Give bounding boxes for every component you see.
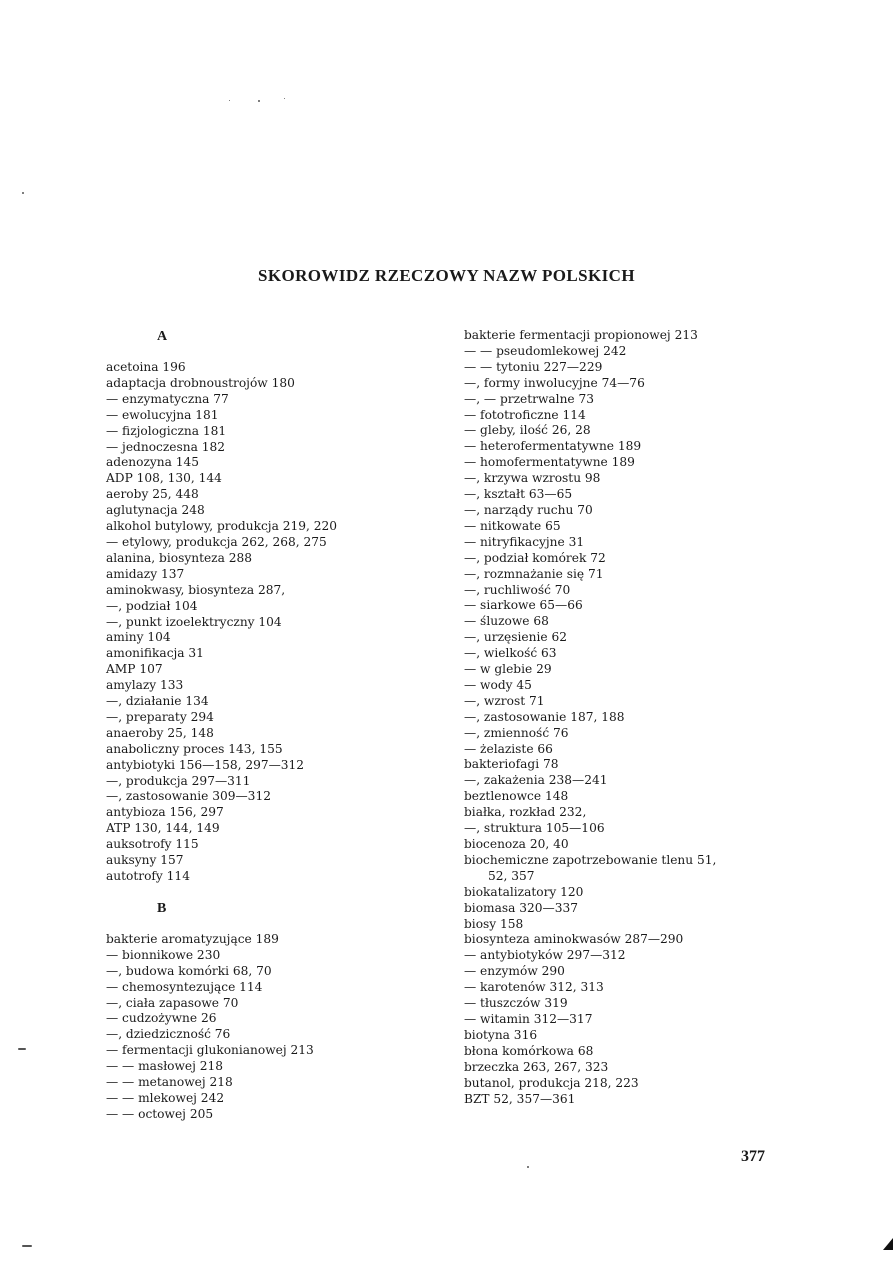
scan-speck xyxy=(229,100,230,101)
index-entry: antybioza 156, 297 xyxy=(106,805,224,820)
index-entry: ATP 130, 144, 149 xyxy=(106,821,220,836)
section-heading-a: A xyxy=(157,329,168,344)
index-column-left xyxy=(106,328,436,1123)
page-title: SKOROWIDZ RZECZOWY NAZW POLSKICH xyxy=(258,266,635,285)
index-entry: butanol, produkcja 218, 223 xyxy=(464,1075,639,1090)
index-entry: — chemosyntezujące 114 xyxy=(106,979,263,994)
index-entry: — homofermentatywne 189 xyxy=(464,455,635,470)
index-entry: amylazy 133 xyxy=(106,678,184,693)
section-heading-b: B xyxy=(157,900,167,916)
index-entry: —, zmienność 76 xyxy=(464,725,569,740)
index-entry: AMP 107 xyxy=(106,662,163,677)
index-entry: — ewolucyjna 181 xyxy=(106,407,219,422)
index-entry: —, zakażenia 238—241 xyxy=(464,773,608,788)
index-entry: — bionnikowe 230 xyxy=(106,947,221,962)
index-entry: —, preparaty 294 xyxy=(106,709,214,724)
index-entry: —, narządy ruchu 70 xyxy=(464,502,593,517)
index-entry: —, urzęsienie 62 xyxy=(464,630,567,645)
index-entry: biochemiczne zapotrzebowanie tlenu 51, xyxy=(464,852,717,867)
index-entry: —, zastosowanie 309—312 xyxy=(106,789,271,804)
index-entry: bakterie fermentacji propionowej 213 xyxy=(464,328,698,342)
index-entry: —, wielkość 63 xyxy=(464,646,557,661)
index-entry: anaeroby 25, 148 xyxy=(106,725,214,740)
index-entry: —, podział komórek 72 xyxy=(464,550,606,565)
index-entry: antybiotyki 156—158, 297—312 xyxy=(106,757,305,772)
index-entry: —, krzywa wzrostu 98 xyxy=(464,471,601,486)
index-entry: — heterofermentatywne 189 xyxy=(464,439,642,454)
index-entry: —, dziedziczność 76 xyxy=(106,1027,231,1042)
index-entry: — witamin 312—317 xyxy=(464,1011,593,1026)
index-entry: BZT 52, 357—361 xyxy=(464,1091,576,1106)
scan-speck xyxy=(527,1166,529,1168)
index-entry: —, produkcja 297—311 xyxy=(106,773,251,788)
index-entry: beztlenowce 148 xyxy=(464,789,569,804)
index-entry: — karotenów 312, 313 xyxy=(464,980,604,995)
index-entry: aeroby 25, 448 xyxy=(106,487,199,502)
scan-speck xyxy=(18,1048,26,1050)
index-entry: białka, rozkład 232, xyxy=(464,805,587,820)
index-entry: biosy 158 xyxy=(464,916,524,931)
index-entry: — nitkowate 65 xyxy=(464,518,561,533)
scan-corner-mark xyxy=(883,1238,893,1250)
index-entry: — nitryfikacyjne 31 xyxy=(464,534,585,549)
index-entry: — siarkowe 65—66 xyxy=(464,598,583,613)
index-entry: — — masłowej 218 xyxy=(106,1059,224,1074)
index-entry: biosynteza aminokwasów 287—290 xyxy=(464,932,684,947)
index-entry: ADP 108, 130, 144 xyxy=(106,471,222,486)
page-number: 377 xyxy=(741,1148,765,1165)
index-entry: —, formy inwolucyjne 74—76 xyxy=(464,375,645,390)
index-entry: —, struktura 105—106 xyxy=(464,821,605,836)
index-entry: — tłuszczów 319 xyxy=(464,996,568,1011)
index-entry: — enzymów 290 xyxy=(464,964,565,979)
index-entry: —, punkt izoelektryczny 104 xyxy=(106,614,282,629)
index-entry: — — pseudomlekowej 242 xyxy=(464,343,627,358)
index-entry: — fizjologiczna 181 xyxy=(106,423,227,438)
index-entry: —, wzrost 71 xyxy=(464,693,545,708)
index-entry: — w glebie 29 xyxy=(464,662,552,677)
index-entry: —, kształt 63—65 xyxy=(464,487,573,502)
index-entry: — — metanowej 218 xyxy=(106,1075,233,1090)
index-entry: — fototroficzne 114 xyxy=(464,407,586,422)
index-entry: — wody 45 xyxy=(464,677,532,692)
scan-speck xyxy=(22,192,24,194)
index-entry: amidazy 137 xyxy=(106,566,185,581)
index-entry: —, budowa komórki 68, 70 xyxy=(106,963,272,978)
index-entry: — — mlekowej 242 xyxy=(106,1090,225,1105)
index-entry: — — octowej 205 xyxy=(106,1106,214,1121)
index-entry: —, zastosowanie 187, 188 xyxy=(464,709,625,724)
index-list-b xyxy=(106,932,436,1123)
index-entry: auksyny 157 xyxy=(106,853,184,868)
index-entry: adenozyna 145 xyxy=(106,455,200,470)
index-entry: bakteriofagi 78 xyxy=(464,757,559,772)
index-entry: —, ruchliwość 70 xyxy=(464,582,571,597)
index-entry: brzeczka 263, 267, 323 xyxy=(464,1059,609,1074)
index-entry: — cudzożywne 26 xyxy=(106,1011,217,1026)
index-entry: —, rozmnażanie się 71 xyxy=(464,566,604,581)
index-entry: — żelaziste 66 xyxy=(464,741,553,756)
index-entry: —, działanie 134 xyxy=(106,694,209,709)
index-entry: auksotrofy 115 xyxy=(106,837,199,852)
index-entry: aglutynacja 248 xyxy=(106,503,205,518)
index-entry: — fermentacji glukonianowej 213 xyxy=(106,1043,314,1058)
index-column-right xyxy=(464,328,784,1107)
index-entry: — enzymatyczna 77 xyxy=(106,391,229,406)
index-entry: alkohol butylowy, produkcja 219, 220 xyxy=(106,519,337,534)
index-entry: —, ciała zapasowe 70 xyxy=(106,995,239,1010)
index-entry: błona komórkowa 68 xyxy=(464,1043,594,1058)
index-entry: autotrofy 114 xyxy=(106,869,190,883)
scan-speck xyxy=(22,1245,32,1247)
index-entry: biotyna 316 xyxy=(464,1027,538,1042)
index-entry: anaboliczny proces 143, 155 xyxy=(106,741,283,756)
scan-speck xyxy=(284,98,285,99)
index-entry: — — tytoniu 227—229 xyxy=(464,359,603,374)
index-entry: acetoina 196 xyxy=(106,360,186,374)
index-list-right xyxy=(464,328,784,1107)
index-entry: adaptacja drobnoustrojów 180 xyxy=(106,375,295,390)
index-entry: —, podział 104 xyxy=(106,598,198,613)
scan-speck xyxy=(258,100,260,102)
index-entry: 52, 357 xyxy=(488,868,535,883)
index-entry: — etylowy, produkcja 262, 268, 275 xyxy=(106,534,327,549)
index-entry: alanina, biosynteza 288 xyxy=(106,550,253,565)
index-entry: —, — przetrwalne 73 xyxy=(464,391,595,406)
index-entry: biokatalizatory 120 xyxy=(464,884,584,899)
index-entry: — śluzowe 68 xyxy=(464,614,549,629)
index-entry: aminy 104 xyxy=(106,630,171,645)
index-entry: bakterie aromatyzujące 189 xyxy=(106,931,279,946)
index-entry: aminokwasy, biosynteza 287, xyxy=(106,582,286,597)
index-list-a xyxy=(106,360,436,885)
index-entry: amonifikacja 31 xyxy=(106,646,204,661)
index-entry: — antybiotyków 297—312 xyxy=(464,948,626,963)
index-entry: — jednoczesna 182 xyxy=(106,439,226,454)
index-entry: — gleby, ilość 26, 28 xyxy=(464,423,591,438)
index-entry: biomasa 320—337 xyxy=(464,900,578,915)
index-entry: biocenoza 20, 40 xyxy=(464,837,569,851)
